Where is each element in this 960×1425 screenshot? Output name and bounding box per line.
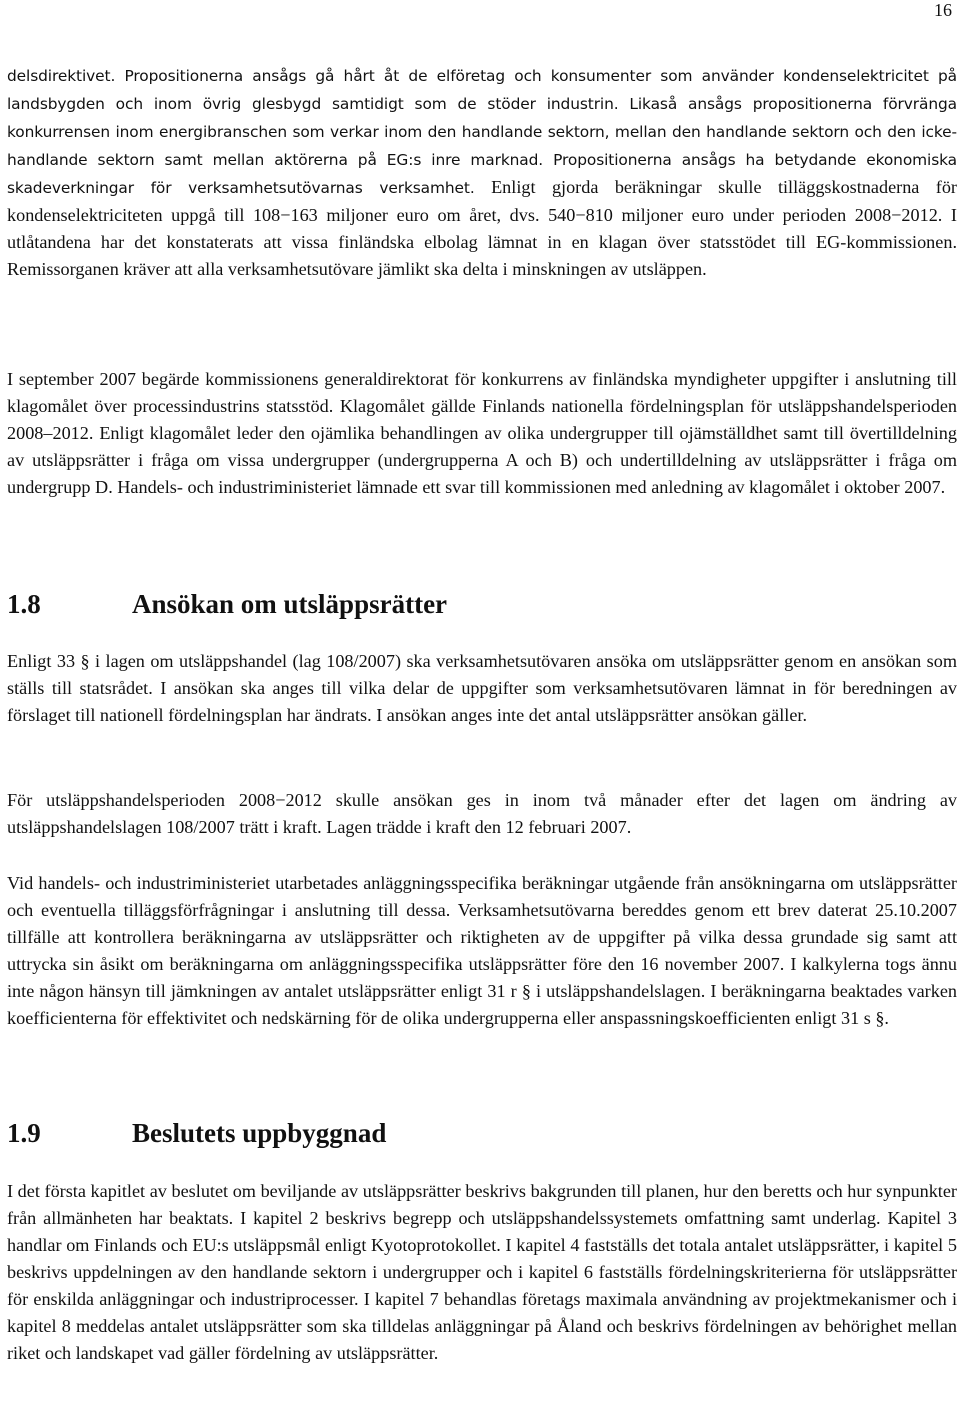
paragraph-3: Enligt 33 § i lagen om utsläppshandel (lag 108/2007) ska verksamhetsutövaren ansöka om utsläppsrätter genom en ansökan som ställs till statsrådet. I ansökan ska anges till vilka delar de uppgifter som verksamhetsutövaren lämnat in för beredningen av förslaget till nationell fördelningsplan har ändrats. I ansökan anges inte det antal utsläppsrätter ansökan gäller. [7, 651, 957, 725]
paragraph-1-serif-part: Enligt gjorda beräkningar skulle tilläggskostnaderna för kondenselektriciteten uppgå till 108−163 miljoner euro om året, dvs. 540−810 miljoner euro under perioden 2008−2012. I utlåtandena har det konstaterats att vissa finländska elbolag lämnat in en klagan över statsstödet till EG-kommissionen. Remissorganen kräver att alla verksamhetsutövare jämlikt ska delta i minskningen av utsläppen. [7, 177, 957, 279]
paragraph-5: Vid handels- och industriministeriet utarbetades anläggningsspecifika beräkningar utgående från ansökningarna om utsläppsrätter och eventuella tilläggsförfrågningar i anslutning till dessa. Verksamhetsutövarna bereddes genom ett brev daterat 25.10.2007 tillfälle att kontrollera beräkningarna av utsläppsrätter och riktigheten av de uppgifter på vilka dessa grundade sig samt att uttrycka sin åsikt om beräkningarna om anläggningsspecifika utsläppsrätter före den 16 november 2007. I kalkylerna togs ännu inte någon hänsyn till jämkningen av antalet utsläppsrätter enligt 31 r § i utsläppshandelslagen. I beräkningarna beaktades varken koefficienterna för effektivitet och nedskärning för de olika undergrupperna eller anspassningskoefficienten enligt 31 s §. [7, 873, 957, 1028]
paragraph-1 [7, 62, 957, 283]
section-heading-1-9 [7, 1117, 386, 1149]
page-number: 16 [934, 0, 952, 20]
paragraph-4: För utsläppshandelsperioden 2008−2012 skulle ansökan ges in inom två månader efter det lagen om ändring av utsläppshandelslagen 108/2007 trätt i kraft. Lagen trädde i kraft den 12 februari 2007. [7, 790, 957, 837]
section-number: 1.8 [7, 589, 41, 619]
section-heading-1-8 [7, 588, 447, 620]
paragraph-1-sans-part: delsdirektivet. Propositionerna ansågs gå hårt åt de elföretag och konsumenter som använder kondenselektricitet på landsbygden och inom övrig glesbygd samtidigt som de stöder industrin. Likaså ansågs propositionerna förvränga konkurrensen inom energibranschen som verkar inom den handlande sektorn, mellan den handlande sektorn och den icke-handlande sektorn samt mellan aktörerna på EG:s inre marknad. Propositionerna ansågs ha betydande ekonomiska skadeverkningar för verksamhetsutövarnas verksamhet. [7, 67, 957, 197]
paragraph-2: I september 2007 begärde kommissionens generaldirektorat för konkurrens av finländska myndigheter uppgifter i anslutning till klagomålet över processindustrins statsstöd. Klagomålet gällde Finlands nationella fördelningsplan för utsläppshandelsperioden 2008–2012. Enligt klagomålet leder den ojämlika behandlingen av olika undergrupper till ojämställdhet samt till övertilldelning av utsläppsrätter i fråga om vissa undergrupper (undergrupperna A och B) och undertilldelning av utsläppsrätter i fråga om undergrupp D. Handels- och industriministeriet lämnade ett svar till kommissionen med anledning av klagomålet i oktober 2007. [7, 369, 957, 497]
section-number: 1.9 [7, 1118, 41, 1148]
paragraph-6: I det första kapitlet av beslutet om beviljande av utsläppsrätter beskrivs bakgrunden till planen, hur den beretts och hur synpunkter från allmänheten har beaktats. I kapitel 2 beskrivs begrepp och utsläppshandelssystemets omfattning samt underlag. Kapitel 3 handlar om Finlands och EU:s utsläppsmål enligt Kyotoprotokollet. I kapitel 4 fastställs det totala antalet utsläppsrätter, i kapitel 5 beskrivs uppdelningen av den handlande sektorn i undergrupper och i kapitel 6 fastställs fördelningskriterierna för utsläppsrätter för enskilda anläggningar och industriprocesser. I kapitel 7 behandlas företags maximala användning av projektmekanismer och i kapitel 8 meddelas antalet utsläppsrätter som ska tilldelas anläggningar på Åland och beskrivs fördelningen av behörighet mellan riket och landskapet vad gäller fördelning av utsläppsrätter. [7, 1181, 957, 1363]
section-title: Ansökan om utsläppsrätter [132, 589, 448, 619]
section-title: Beslutets uppbyggnad [132, 1118, 387, 1148]
